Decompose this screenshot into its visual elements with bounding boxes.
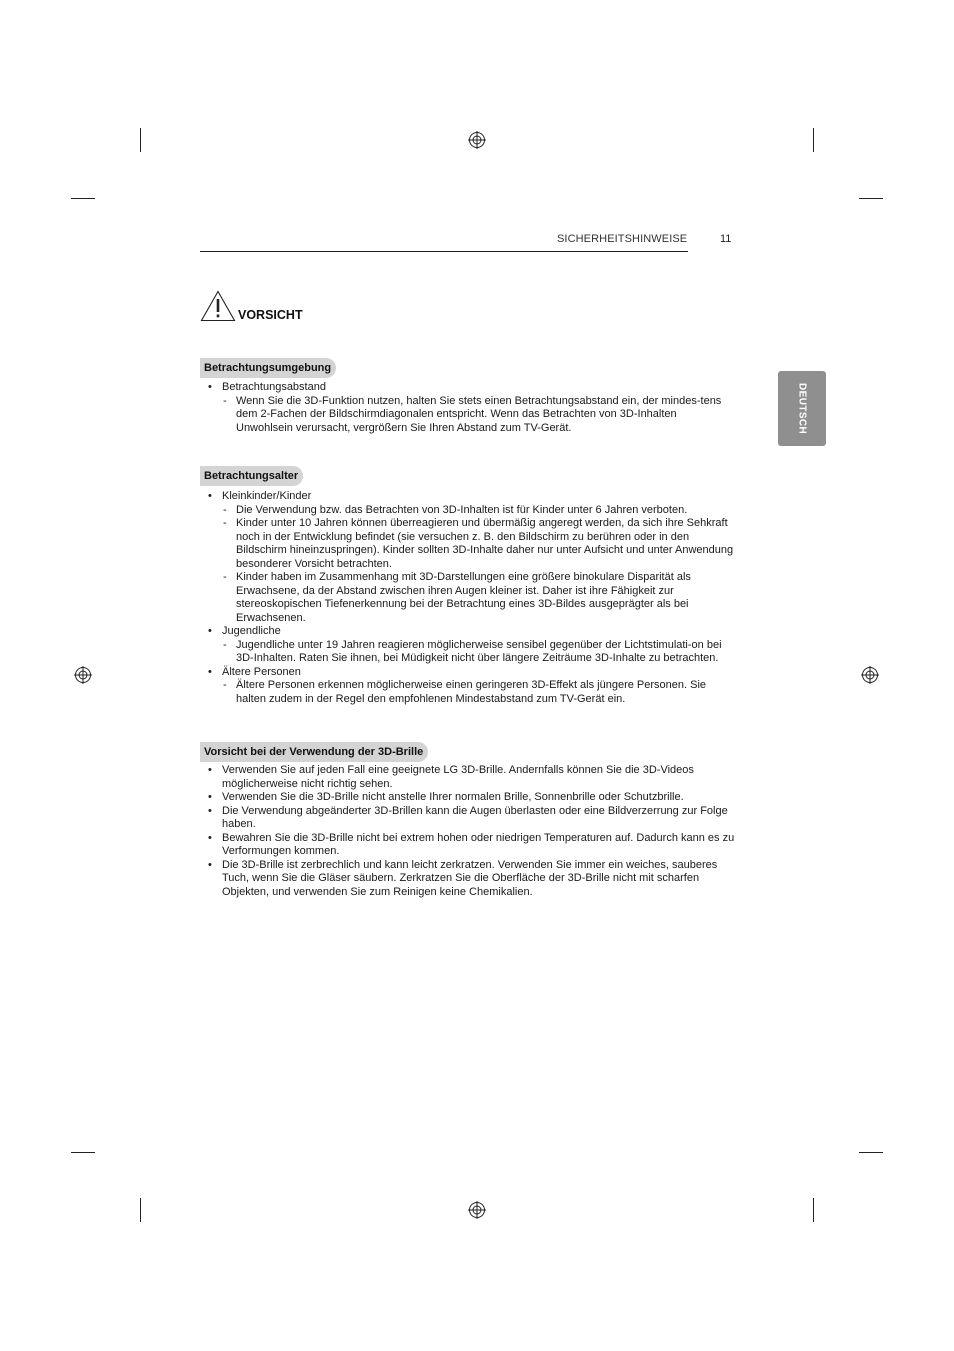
crop-mark bbox=[859, 198, 883, 199]
registration-mark-icon bbox=[861, 666, 879, 684]
bullet-text: Jugendliche bbox=[222, 625, 281, 637]
list-item: • Verwenden Sie auf jeden Fall eine geeignete LG 3D-Brille. Andernfalls können Sie die 3D-Videos möglicherweise nicht richtig sehen. bbox=[200, 764, 735, 791]
crop-mark bbox=[71, 1152, 95, 1153]
section-title: Betrachtungsalter bbox=[200, 466, 303, 486]
warning-triangle-icon bbox=[200, 290, 236, 322]
sub-list bbox=[222, 679, 735, 706]
sub-item: - Jugendliche unter 19 Jahren reagieren möglicherweise sensibel gegenüber der Lichtstimulati-on bei 3D-Inhalten. Raten Sie ihnen, bei Müdigkeit nicht über längere Zeiträume 3D-Inhalte zu betrachten. bbox=[222, 639, 735, 666]
caution-heading bbox=[200, 290, 303, 322]
registration-mark-icon bbox=[74, 666, 92, 684]
crop-mark bbox=[813, 128, 814, 152]
section-body bbox=[200, 490, 735, 706]
sub-item: - Die Verwendung bzw. das Betrachten von 3D-Inhalten ist für Kinder unter 6 Jahren verboten. bbox=[222, 504, 735, 518]
crop-mark bbox=[140, 128, 141, 152]
list-item bbox=[200, 490, 735, 625]
crop-mark bbox=[813, 1198, 814, 1222]
header-divider bbox=[200, 251, 688, 252]
list-item bbox=[200, 625, 735, 666]
sub-list bbox=[222, 639, 735, 666]
crop-mark bbox=[859, 1152, 883, 1153]
bullet-list bbox=[200, 764, 735, 899]
list-item bbox=[200, 381, 735, 435]
language-tab-label: DEUTSCH bbox=[796, 382, 808, 435]
section-title: Vorsicht bei der Verwendung der 3D-Brille bbox=[200, 742, 428, 762]
bullet-list bbox=[200, 381, 735, 435]
list-item: • Die 3D-Brille ist zerbrechlich und kann leicht zerkratzen. Verwenden Sie immer ein weiches, sauberes Tuch, wenn Sie die Gläser säubern. Zerkratzen Sie die Oberfläche der 3D-Brille nicht mit scharfen Objekten, und verwenden Sie zum Reinigen keine Chemikalien. bbox=[200, 859, 735, 900]
section-body bbox=[200, 764, 735, 899]
crop-mark bbox=[71, 198, 95, 199]
sub-item: - Kinder unter 10 Jahren können überreagieren und übermäßig angeregt werden, da sich ihre Sehkraft noch in der Entwicklung befindet (sie versuchen z. B. den Bildschirm zu berühren oder in den Bildschirm hineinzuspringen). Kinder sollten 3D-Inhalte daher nur unter Aufsicht und unter Anwendung besonderer Vorsicht betrachten. bbox=[222, 517, 735, 571]
page-number: 11 bbox=[720, 233, 732, 245]
bullet-text: Ältere Personen bbox=[222, 665, 301, 678]
list-item bbox=[200, 666, 735, 707]
section-title: Betrachtungsumgebung bbox=[200, 358, 336, 378]
sub-item: - Kinder haben im Zusammenhang mit 3D-Darstellungen eine größere binokulare Disparität als Erwachsene, da der Abstand zwischen ihren Augen kleiner ist. Daher ist ihre Fähigkeit zur stereoskopischen Tiefenerkennung bei der Betrachtung eines 3D-Bildes ausgeprägter als bei Erwachsenen. bbox=[222, 571, 735, 625]
section-header: SICHERHEITSHINWEISE bbox=[557, 233, 688, 245]
bullet-text: Betrachtungsabstand bbox=[222, 381, 326, 393]
section-body bbox=[200, 381, 735, 435]
list-item: • Bewahren Sie die 3D-Brille nicht bei extrem hohen oder niedrigen Temperaturen auf. Dadurch kann es zu Verformungen kommen. bbox=[200, 832, 735, 859]
caution-label: VORSICHT bbox=[238, 308, 303, 322]
bullet-list bbox=[200, 490, 735, 706]
sub-list bbox=[222, 504, 735, 626]
list-item: • Die Verwendung abgeänderter 3D-Brillen kann die Augen überlasten oder eine Bildverzerrung zur Folge haben. bbox=[200, 805, 735, 832]
language-tab bbox=[778, 371, 826, 446]
registration-mark-icon bbox=[468, 131, 486, 149]
crop-mark bbox=[140, 1198, 141, 1222]
bullet-text: Kleinkinder/Kinder bbox=[222, 490, 312, 502]
list-item: • Verwenden Sie die 3D-Brille nicht anstelle Ihrer normalen Brille, Sonnenbrille oder Schutzbrille. bbox=[200, 791, 735, 805]
sub-item: - Ältere Personen erkennen möglicherweise einen geringeren 3D-Effekt als jüngere Personen. Sie halten zudem in der Regel den empfohlenen Mindestabstand zum TV-Gerät ein. bbox=[222, 679, 735, 706]
registration-mark-icon bbox=[468, 1201, 486, 1219]
sub-item: - Wenn Sie die 3D-Funktion nutzen, halten Sie stets einen Betrachtungsabstand ein, der mindes-tens dem 2-Fachen der Bildschirmdiagonalen entspricht. Wenn das Betrachten von 3D-Inhalten Unwohlsein verursacht, vergrößern Sie Ihren Abstand zum TV-Gerät. bbox=[222, 395, 735, 436]
sub-list bbox=[222, 395, 735, 436]
